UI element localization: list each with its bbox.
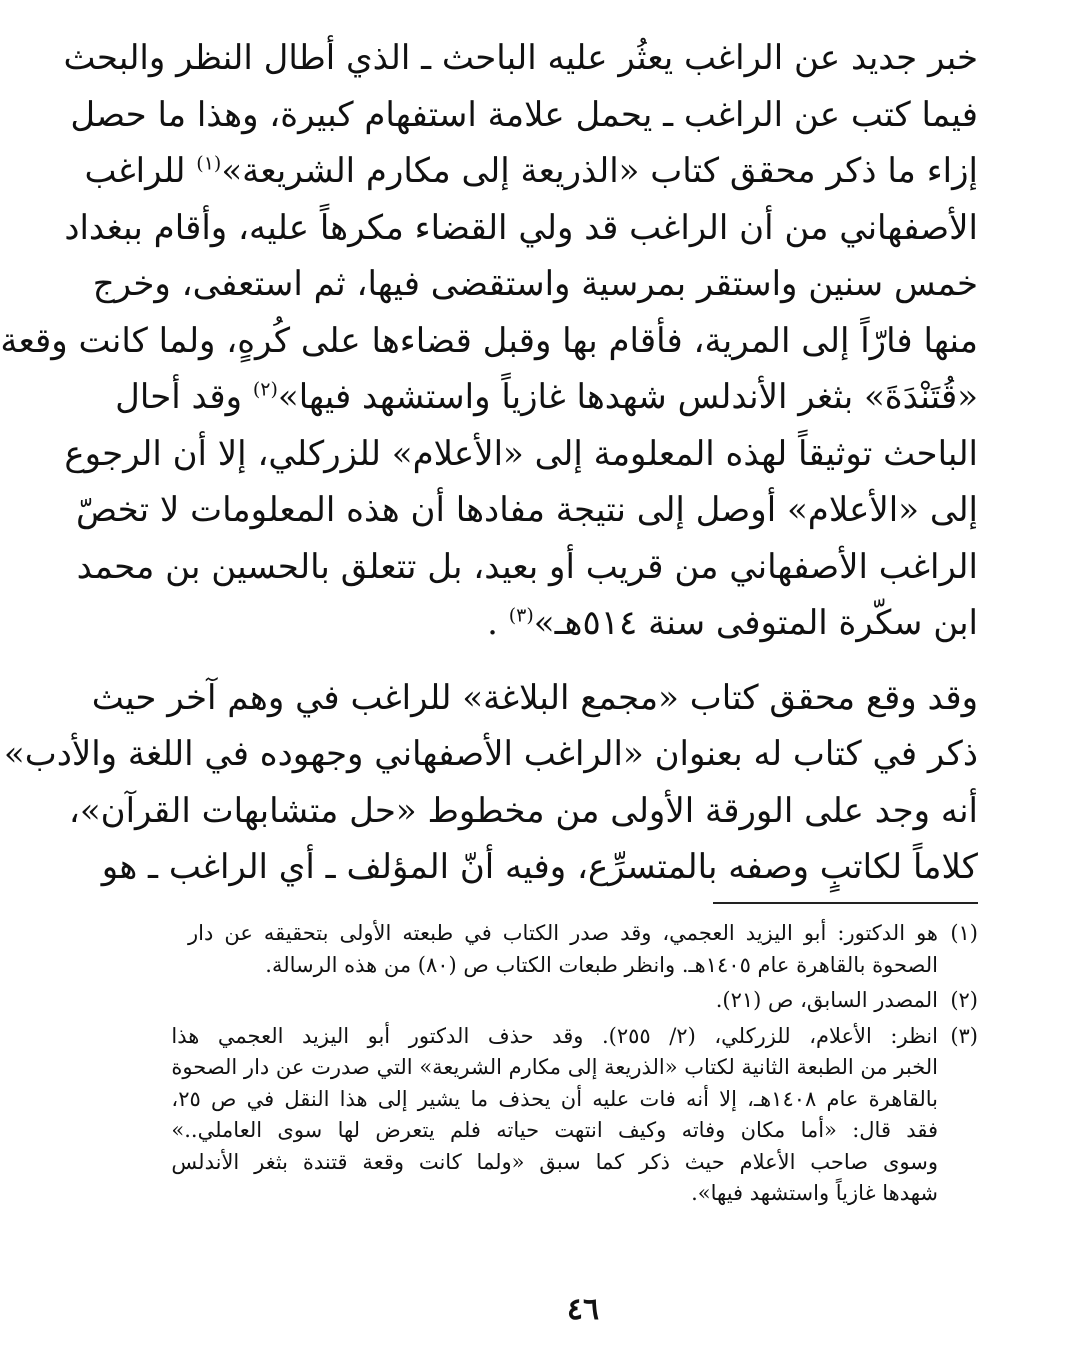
paragraph-1: [0, 30, 978, 652]
text-line: [84, 143, 978, 200]
footnote-number: (١): [950, 921, 978, 945]
text-line: فيما كتب عن الراغب ـ يحمل علامة استفهام كبيرة، وهذا ما حصل: [70, 94, 978, 135]
footnote-separator: [713, 902, 978, 904]
text-line: [115, 369, 978, 426]
text-segment: إزاء ما ذكر محقق كتاب «الذريعة إلى مكارم الشريعة»: [221, 151, 978, 191]
text-segment: للراغب: [84, 151, 197, 191]
footnote-line: فقد قال: «أما مكان وفاته وكيف انتهت حياته فلم يتعرض لها سوى العاملي..»: [171, 1118, 938, 1142]
text-line: خبر جديد عن الراغب يعثُر عليه الباحث ـ الذي أطال النظر والبحث: [63, 38, 978, 78]
footnote-2: [188, 985, 978, 1017]
book-page: [0, 30, 978, 1350]
text-segment: «قُتَنْدَةَ» بثغر الأندلس شهدها غازياً واستشهد فيها»: [277, 377, 978, 417]
footnotes: [171, 918, 978, 1214]
page-number: ٤٦: [566, 1292, 600, 1327]
footnote-ref-2: (٢): [252, 378, 278, 401]
text-line: [188, 595, 978, 652]
text-segment: وقد أحال: [115, 377, 253, 417]
footnote-line: شهدها غازياً واستشهد فيها».: [691, 1181, 938, 1205]
text-segment: .: [487, 603, 509, 643]
footnote-line: المصدر السابق، ص (٢١).: [715, 988, 938, 1012]
text-line: الراغب الأصفهاني من قريب أو بعيد، بل تتعلق بالحسين بن محمد: [76, 546, 978, 587]
footnote-number: (٢): [950, 988, 978, 1012]
footnote-line: بالقاهرة عام ١٤٠٨هـ، إلا أنه فات عليه أن يحذف ما يشير إلى هذا النقل في ص ٢٥،: [171, 1086, 938, 1111]
footnote-text: [188, 985, 938, 1017]
footnote-line: انظر: الأعلام، للزركلي، (٢/ ٢٥٥). وقد حذف الدكتور أبو اليزيد العجمي هذا: [171, 1023, 938, 1048]
footnote-line: الخبر من الطبعة الثانية لكتاب «الذريعة إلى مكارم الشريعة» التي صدرت عن دار الصحوة: [171, 1055, 938, 1079]
footnote-3: [171, 1021, 978, 1210]
text-line: أنه وجد على الورقة الأولى من مخطوط «حل متشابهات القرآن»،: [68, 790, 978, 831]
footnote-ref-1: (١): [196, 152, 222, 175]
paragraph-2: [3, 670, 978, 896]
footnote-text: [188, 918, 938, 981]
main-text: [0, 30, 978, 896]
text-line: إلى «الأعلام» أوصل إلى نتيجة مفادها أن هذه المعلومات لا تخصّ: [76, 490, 978, 530]
footnote-line: وسوى صاحب الأعلام حيث ذكر كما سبق «ولما كانت وقعة قتندة بثغر الأندلس: [171, 1149, 938, 1174]
footnote-ref-3: (٣): [508, 604, 534, 627]
text-line: كلاماً لكاتبٍ وصفه بالمتسرِّع، وفيه أنّ المؤلف ـ أي الراغب ـ هو: [101, 847, 978, 887]
text-line: الأصفهاني من أن الراغب قد ولي القضاء مكرهاً عليه، وأقام ببغداد: [64, 207, 978, 248]
text-segment: ابن سكّرة المتوفى سنة ٥١٤هـ»: [533, 603, 978, 643]
text-line: الباحث توثيقاً لهذه المعلومة إلى «الأعلام» للزركلي، إلا أن الرجوع: [64, 433, 978, 474]
text-line: خمس سنين واستقر بمرسية واستقضى فيها، ثم استعفى، وخرج: [92, 264, 978, 304]
footnote-line: هو الدكتور: أبو اليزيد العجمي، وقد صدر الكتاب في طبعته الأولى بتحقيقه عن دار: [188, 921, 938, 945]
footnote-number: (٣): [950, 1023, 978, 1048]
footnote-1: [188, 918, 978, 981]
footnote-line: الصحوة بالقاهرة عام ١٤٠٥هـ. وانظر طبعات الكتاب ص (٨٠) من هذه الرسالة.: [265, 952, 938, 977]
text-line: ذكر في كتاب له بعنوان «الراغب الأصفهاني وجهوده في اللغة والأدب»: [3, 734, 978, 774]
text-line: وقد وقع محقق كتاب «مجمع البلاغة» للراغب في وهم آخر حيث: [91, 677, 978, 718]
footnote-text: [171, 1021, 938, 1210]
text-line: منها فارّاً إلى المرية، فأقام بها وقبل قضاءها على كُرهٍ، ولما كانت وقعة: [0, 320, 978, 361]
